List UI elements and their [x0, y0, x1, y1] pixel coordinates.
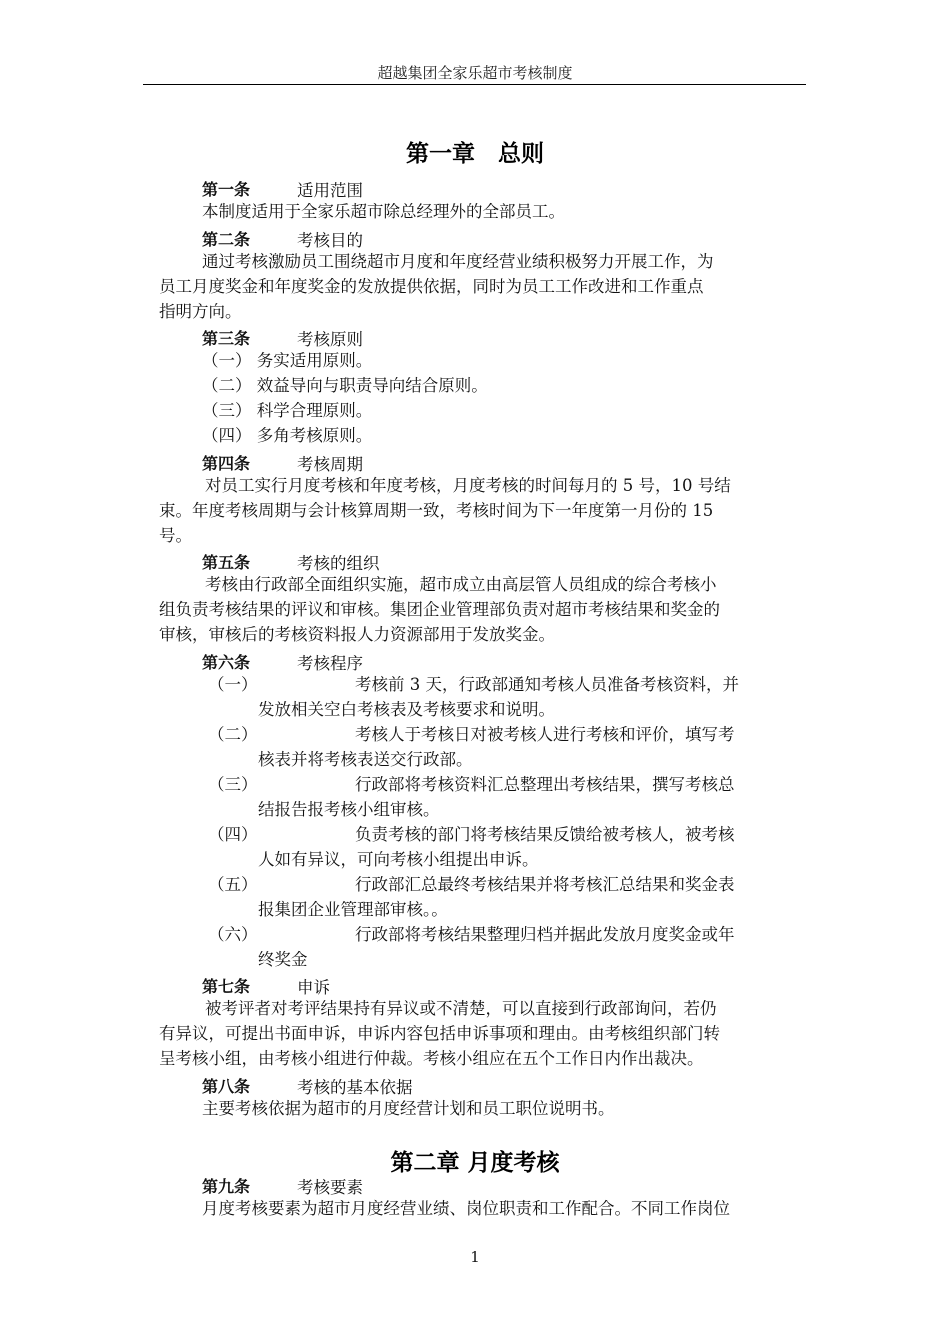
article-title: 考核的基本依据 [297, 1078, 413, 1097]
step-text: 考核前 3 天，行政部通知考核人员准备考核资料，并 [355, 675, 739, 694]
chapter-title: 第二章 月度考核 [390, 1150, 560, 1176]
list-item: （三） 科学合理原则。 [202, 401, 373, 420]
page-number: 1 [470, 1248, 480, 1266]
paragraph-line: 员工月度奖金和年度奖金的发放提供依据，同时为员工工作改进和工作重点 [159, 277, 704, 296]
paragraph-line: 号。 [159, 526, 192, 545]
step-text: 核表并将考核表送交行政部。 [258, 750, 473, 769]
paragraph-line: 呈考核小组，由考核小组进行仲裁。考核小组应在五个工作日内作出裁决。 [159, 1049, 704, 1068]
step-text: 行政部汇总最终考核结果并将考核汇总结果和奖金表 [355, 875, 735, 894]
article-number: 第四条 [202, 454, 251, 473]
step-number: （六） [208, 925, 258, 944]
article-title: 考核原则 [297, 330, 363, 349]
list-item: （一） 务实适用原则。 [202, 351, 373, 370]
step-text: 发放相关空白考核表及考核要求和说明。 [258, 700, 555, 719]
step-number: （二） [208, 725, 258, 744]
step-text: 终奖金 [258, 950, 308, 969]
paragraph-line: 被考评者对考评结果持有异议或不清楚，可以直接到行政部询问，若仍 [205, 999, 717, 1018]
article-number: 第六条 [202, 653, 251, 672]
step-text: 行政部将考核资料汇总整理出考核结果，撰写考核总 [355, 775, 735, 794]
list-item: （二） 效益导向与职责导向结合原则。 [202, 376, 488, 395]
paragraph-line: 指明方向。 [159, 302, 242, 321]
step-number: （三） [208, 775, 258, 794]
step-number: （一） [208, 675, 258, 694]
article-title: 考核要素 [297, 1178, 363, 1197]
article-number: 第二条 [202, 230, 251, 249]
step-text: 报集团企业管理部审核。。 [258, 900, 448, 919]
paragraph-line: 审核，审核后的考核资料报人力资源部用于发放奖金。 [159, 625, 555, 644]
header-rule [143, 84, 806, 85]
step-number: （四） [208, 825, 258, 844]
paragraph-line: 对员工实行月度考核和年度考核，月度考核的时间每月的 5 号，10 号结 [205, 476, 731, 495]
step-text: 行政部将考核结果整理归档并据此发放月度奖金或年 [355, 925, 735, 944]
article-number: 第一条 [202, 180, 251, 199]
step-text: 结报告报考核小组审核。 [258, 800, 440, 819]
article-title: 考核目的 [297, 231, 363, 250]
step-text: 人如有异议，可向考核小组提出申诉。 [258, 850, 539, 869]
article-title: 适用范围 [297, 181, 363, 200]
article-number: 第七条 [202, 977, 251, 996]
article-title: 考核的组织 [297, 554, 380, 573]
step-text: 考核人于考核日对被考核人进行考核和评价，填写考 [355, 725, 735, 744]
article-title: 考核程序 [297, 654, 363, 673]
list-item: （四） 多角考核原则。 [202, 426, 373, 445]
article-number: 第五条 [202, 553, 251, 572]
article-title: 考核周期 [297, 455, 363, 474]
step-text: 负责考核的部门将考核结果反馈给被考核人，被考核 [355, 825, 735, 844]
paragraph-line: 考核由行政部全面组织实施，超市成立由高层管人员组成的综合考核小 [205, 575, 717, 594]
article-number: 第三条 [202, 329, 251, 348]
paragraph-line: 主要考核依据为超市的月度经营计划和员工职位说明书。 [202, 1099, 615, 1118]
paragraph-line: 组负责考核结果的评议和审核。集团企业管理部负责对超市考核结果和奖金的 [159, 600, 720, 619]
step-number: （五） [208, 875, 258, 894]
page-header: 超越集团全家乐超市考核制度 [377, 64, 573, 82]
paragraph-line: 有异议，可提出书面申诉，申诉内容包括申诉事项和理由。由考核组织部门转 [159, 1024, 720, 1043]
paragraph-line: 月度考核要素为超市月度经营业绩、岗位职责和工作配合。不同工作岗位 [202, 1199, 730, 1218]
paragraph-line: 本制度适用于全家乐超市除总经理外的全部员工。 [202, 202, 565, 221]
chapter-title: 第一章 总则 [406, 141, 544, 167]
paragraph-line: 通过考核激励员工围绕超市月度和年度经营业绩积极努力开展工作，为 [202, 252, 714, 271]
article-number: 第八条 [202, 1077, 251, 1096]
article-title: 申诉 [297, 978, 330, 997]
paragraph-line: 束。年度考核周期与会计核算周期一致，考核时间为下一年度第一月份的 15 [159, 501, 714, 520]
article-number: 第九条 [202, 1177, 251, 1196]
